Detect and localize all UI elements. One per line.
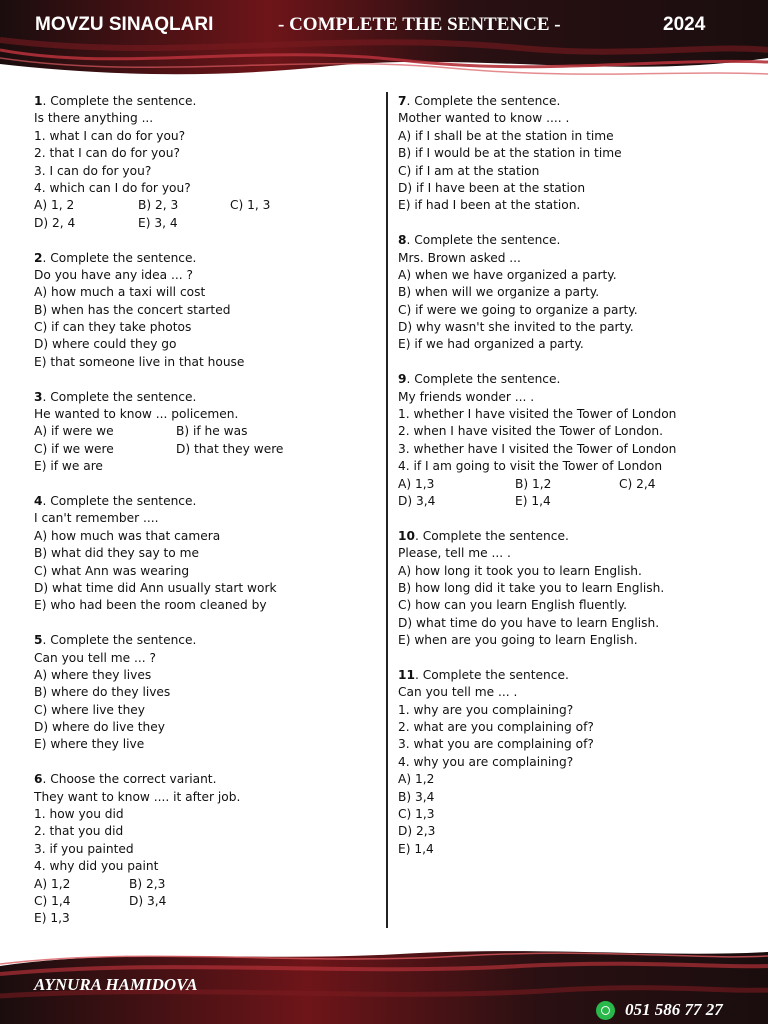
question-line: C) what Ann was wearing <box>34 563 190 578</box>
question-line: Mrs. Brown asked ... <box>398 250 521 265</box>
answer-option: C) 1,4 <box>34 893 71 908</box>
question-line: B) how long did it take you to learn English. <box>398 580 665 595</box>
answer-option: B) 1,2 <box>515 476 552 491</box>
question-line: E) if we had organized a party. <box>398 337 584 352</box>
question-line: Can you tell me ... . <box>398 685 518 700</box>
answer-options-row <box>398 493 758 510</box>
question-line: 2. that I can do for you? <box>34 146 180 161</box>
question-number: 9 <box>398 372 407 387</box>
question-instruction: . Choose the correct variant. <box>42 772 217 787</box>
answer-option: A) 1,2 <box>34 876 71 891</box>
header-year: 2024 <box>663 14 706 35</box>
answer-option: D) 3,4 <box>398 493 436 508</box>
question-number: 1 <box>34 94 43 108</box>
answer-options-row <box>34 910 374 927</box>
question-line: He wanted to know ... policemen. <box>34 407 239 422</box>
answer-option: D) 3,4 <box>129 893 167 908</box>
question-9 <box>398 371 758 510</box>
question-line: E) who had been the room cleaned by <box>34 598 267 613</box>
question-line: D) where do live they <box>34 720 165 735</box>
question-line: C) 1,3 <box>398 807 435 822</box>
answer-option: D) that they were <box>176 441 284 456</box>
answer-option: D) 2, 4 <box>34 215 76 230</box>
question-line: Do you have any idea ... ? <box>34 267 193 282</box>
question-11 <box>398 667 758 858</box>
question-line: B) if I would be at the station in time <box>398 146 622 161</box>
answer-options-row <box>34 215 374 232</box>
question-line: 3. what you are complaining of? <box>398 737 594 752</box>
question-line: They want to know .... it after job. <box>34 789 241 804</box>
answer-option: E) if we are <box>34 459 103 474</box>
question-line: 4. why did you paint <box>34 859 159 874</box>
question-line: 2. that you did <box>34 824 124 839</box>
question-line: D) where could they go <box>34 337 177 352</box>
question-6 <box>34 771 374 928</box>
answer-options-row <box>34 423 374 440</box>
question-line: A) how long it took you to learn English. <box>398 563 642 578</box>
question-line: Please, tell me ... . <box>398 546 511 561</box>
author-name: AYNURA HAMIDOVA <box>34 975 198 994</box>
answer-options-row <box>34 458 374 475</box>
header-center-title: - COMPLETE THE SENTENCE - <box>278 14 561 35</box>
question-line: Can you tell me ... ? <box>34 650 156 665</box>
question-heading <box>34 250 374 267</box>
question-line: B) what did they say to me <box>34 546 200 561</box>
question-instruction: . Complete the sentence. <box>42 389 197 404</box>
question-2 <box>34 250 374 372</box>
question-heading <box>34 632 374 649</box>
question-heading <box>34 93 374 110</box>
question-number: 6 <box>34 772 43 787</box>
question-number: 8 <box>398 233 407 248</box>
column-divider <box>386 92 388 928</box>
question-instruction: . Complete the sentence. <box>42 633 197 648</box>
question-line: C) how can you learn English fluently. <box>398 598 627 613</box>
question-line: E) where they live <box>34 737 145 752</box>
right-column <box>398 93 758 876</box>
question-line: A) when we have organized a party. <box>398 267 617 282</box>
left-column <box>34 93 374 945</box>
question-instruction: . Complete the sentence. <box>42 94 197 108</box>
question-number: 2 <box>34 250 43 265</box>
question-line: D) what time do you have to learn English. <box>398 615 660 630</box>
question-instruction: . Complete the sentence. <box>42 493 197 508</box>
question-8 <box>398 232 758 354</box>
question-line: I can't remember .... <box>34 511 159 526</box>
question-line: My friends wonder ... . <box>398 389 535 404</box>
question-line: A) if I shall be at the station in time <box>398 128 614 143</box>
question-3 <box>34 389 374 476</box>
answer-options-row <box>34 876 374 893</box>
question-line: E) 1,4 <box>398 841 434 856</box>
question-heading <box>34 389 374 406</box>
question-line: D) 2,3 <box>398 824 436 839</box>
question-heading <box>398 371 758 388</box>
header-wave-decoration <box>0 0 768 86</box>
question-line: B) when will we organize a party. <box>398 285 600 300</box>
question-line: D) if I have been at the station <box>398 180 586 195</box>
answer-options-row <box>34 893 374 910</box>
question-line: 1. why are you complaining? <box>398 702 574 717</box>
question-heading <box>398 232 758 249</box>
question-line: 3. if you painted <box>34 841 134 856</box>
question-line: C) if can they take photos <box>34 320 192 335</box>
question-instruction: . Complete the sentence. <box>406 233 561 248</box>
question-heading <box>398 667 758 684</box>
question-line: A) where they lives <box>34 667 152 682</box>
question-line: 1. whether I have visited the Tower of London <box>398 407 677 422</box>
question-line: E) that someone live in that house <box>34 354 245 369</box>
question-line: 4. if I am going to visit the Tower of London <box>398 459 663 474</box>
question-line: E) when are you going to learn English. <box>398 633 638 648</box>
question-line: A) how much was that camera <box>34 528 221 543</box>
question-number: 3 <box>34 389 43 404</box>
question-line: B) when has the concert started <box>34 302 231 317</box>
question-line: E) if had I been at the station. <box>398 198 581 213</box>
question-line: D) what time did Ann usually start work <box>34 580 277 595</box>
question-number: 4 <box>34 493 43 508</box>
question-instruction: . Complete the sentence. <box>414 528 569 543</box>
answer-options-row <box>398 476 758 493</box>
question-line: 4. which can I do for you? <box>34 180 191 195</box>
question-line: Mother wanted to know .... . <box>398 111 570 126</box>
question-5 <box>34 632 374 754</box>
answer-option: B) if he was <box>176 424 248 439</box>
answer-option: A) 1, 2 <box>34 198 75 213</box>
question-instruction: . Complete the sentence. <box>414 667 569 682</box>
question-line: 1. how you did <box>34 807 124 822</box>
answer-options-row <box>34 441 374 458</box>
answer-option: C) 2,4 <box>619 476 656 491</box>
answer-option: A) if were we <box>34 424 114 439</box>
question-line: B) 3,4 <box>398 789 435 804</box>
question-4 <box>34 493 374 615</box>
question-line: D) why wasn't she invited to the party. <box>398 320 634 335</box>
question-line: C) if I am at the station <box>398 163 540 178</box>
question-instruction: . Complete the sentence. <box>406 94 561 108</box>
question-line: C) if were we going to organize a party. <box>398 302 638 317</box>
question-number: 5 <box>34 633 43 648</box>
question-10 <box>398 528 758 650</box>
question-heading <box>34 493 374 510</box>
question-line: 1. what I can do for you? <box>34 128 186 143</box>
question-line: C) where live they <box>34 702 146 717</box>
question-heading <box>34 771 374 788</box>
question-line: 3. I can do for you? <box>34 163 152 178</box>
question-7 <box>398 93 758 215</box>
answer-options-row <box>34 197 374 214</box>
question-line: A) how much a taxi will cost <box>34 285 206 300</box>
answer-option: C) if we were <box>34 441 114 456</box>
question-instruction: . Complete the sentence. <box>406 372 561 387</box>
question-number: 10 <box>398 528 415 543</box>
question-1 <box>34 93 374 232</box>
question-line: A) 1,2 <box>398 772 435 787</box>
answer-option: B) 2,3 <box>129 876 166 891</box>
question-line: 4. why you are complaining? <box>398 754 574 769</box>
question-heading <box>398 528 758 545</box>
answer-option: E) 3, 4 <box>138 215 178 230</box>
question-instruction: . Complete the sentence. <box>42 250 197 265</box>
answer-option: E) 1,4 <box>515 493 551 508</box>
question-line: 3. whether have I visited the Tower of London <box>398 441 677 456</box>
whatsapp-icon <box>596 1001 615 1020</box>
contact-phone <box>596 1000 723 1020</box>
question-line: B) where do they lives <box>34 685 171 700</box>
question-heading <box>398 93 758 110</box>
answer-option: B) 2, 3 <box>138 198 179 213</box>
question-line: 2. when I have visited the Tower of London. <box>398 424 663 439</box>
header-left-title: MOVZU SINAQLARI <box>35 14 214 35</box>
question-line: Is there anything ... <box>34 111 154 126</box>
question-number: 11 <box>398 667 415 682</box>
phone-number: 051 586 77 27 <box>625 1000 723 1019</box>
answer-option: A) 1,3 <box>398 476 435 491</box>
answer-option: E) 1,3 <box>34 911 70 926</box>
question-line: 2. what are you complaining of? <box>398 720 594 735</box>
answer-option: C) 1, 3 <box>230 198 271 213</box>
header-band <box>0 0 768 86</box>
question-number: 7 <box>398 94 407 108</box>
